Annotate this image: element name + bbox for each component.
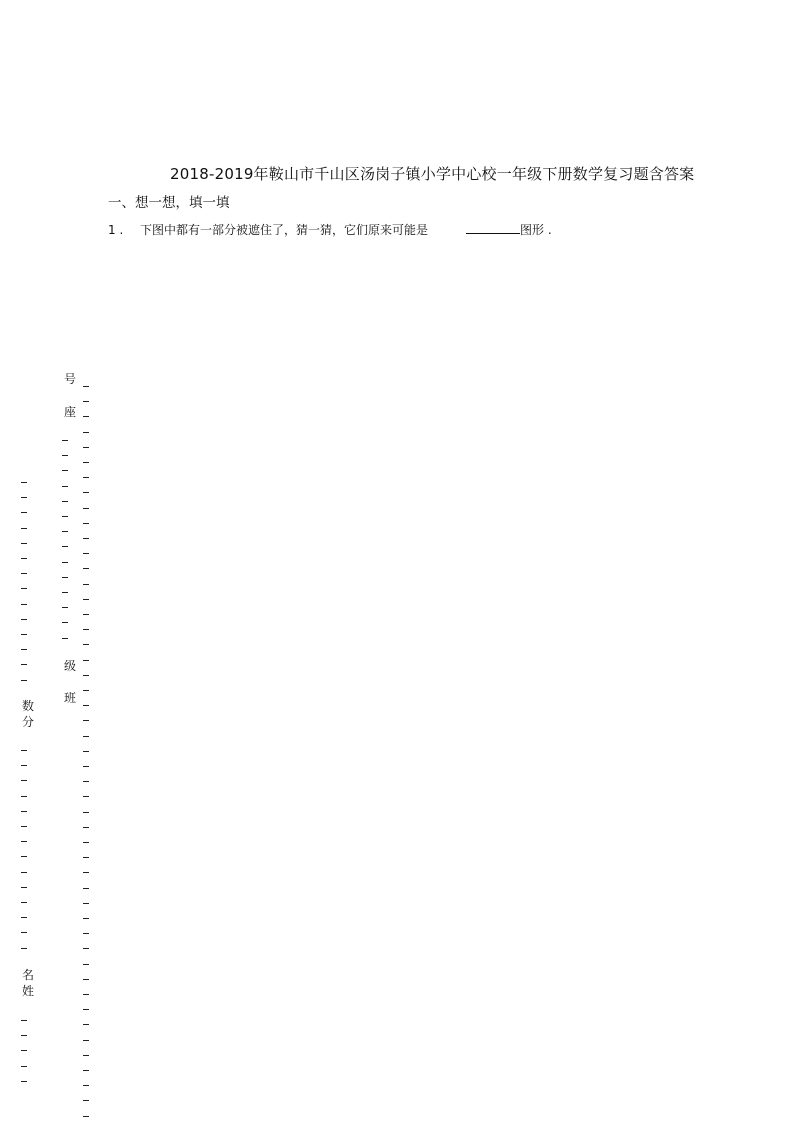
cut-line-dash xyxy=(83,660,89,661)
cut-line-dash xyxy=(62,486,68,487)
cut-line-dash xyxy=(83,447,89,448)
label-class-2: 班 xyxy=(63,691,76,705)
cut-line-dash xyxy=(83,508,89,509)
cut-line-dash xyxy=(83,857,89,858)
cut-line-dash xyxy=(21,1020,27,1021)
cut-line-dash xyxy=(62,531,68,532)
cut-line-dash xyxy=(21,750,27,751)
dash-line-left xyxy=(21,0,27,1124)
cut-line-dash xyxy=(83,523,89,524)
cut-line-dash xyxy=(62,622,68,623)
label-name-1: 名 xyxy=(21,968,34,982)
cut-line-dash xyxy=(62,501,68,502)
cut-line-dash xyxy=(21,811,27,812)
cut-line-dash xyxy=(21,841,27,842)
cut-line-dash xyxy=(21,796,27,797)
label-score-2: 分 xyxy=(21,715,34,729)
cut-line-dash xyxy=(83,553,89,554)
cut-line-dash xyxy=(21,872,27,873)
cut-line-dash xyxy=(83,751,89,752)
label-seat-number-1: 号 xyxy=(63,372,76,386)
cut-line-dash xyxy=(83,462,89,463)
cut-line-dash xyxy=(62,516,68,517)
cut-line-dash xyxy=(21,680,27,681)
cut-line-dash xyxy=(21,573,27,574)
cut-line-dash xyxy=(83,629,89,630)
cut-line-dash xyxy=(21,856,27,857)
cut-line-dash xyxy=(62,607,68,608)
cut-line-dash xyxy=(83,432,89,433)
cut-line-dash xyxy=(21,604,27,605)
cut-line-dash xyxy=(21,932,27,933)
question-text: 下图中都有一部分被遮住了，猜一猜，它们原来可能是 xyxy=(140,223,429,237)
cut-line-dash xyxy=(83,918,89,919)
cut-line-dash xyxy=(83,1055,89,1056)
cut-line-dash xyxy=(21,765,27,766)
cut-line-dash xyxy=(83,1009,89,1010)
cut-line-dash xyxy=(83,781,89,782)
cut-line-dash xyxy=(83,599,89,600)
cut-line-dash xyxy=(21,780,27,781)
label-seat-number-2: 座 xyxy=(63,405,76,419)
cut-line-dash xyxy=(83,872,89,873)
cut-line-dash xyxy=(21,558,27,559)
cut-line-dash xyxy=(83,796,89,797)
cut-line-dash xyxy=(21,649,27,650)
cut-line-dash xyxy=(21,826,27,827)
cut-line-dash xyxy=(21,1081,27,1082)
cut-line-dash xyxy=(83,827,89,828)
cut-line-dash xyxy=(83,538,89,539)
cut-line-dash xyxy=(21,543,27,544)
cut-line-dash xyxy=(83,386,89,387)
question-1 xyxy=(108,221,552,238)
cut-line-dash xyxy=(83,1024,89,1025)
cut-line-dash xyxy=(83,933,89,934)
cut-line-dash xyxy=(83,736,89,737)
cut-line-dash xyxy=(62,546,68,547)
cut-line-dash xyxy=(21,482,27,483)
cut-line-dash xyxy=(83,1100,89,1101)
question-number: 1 . xyxy=(108,223,124,237)
section-heading: 一、想一想，填一填 xyxy=(108,195,230,211)
cut-line-dash xyxy=(21,512,27,513)
cut-line-dash xyxy=(21,528,27,529)
cut-line-dash xyxy=(83,675,89,676)
cut-line-dash xyxy=(83,401,89,402)
cut-line-dash xyxy=(21,619,27,620)
cut-line-dash xyxy=(83,888,89,889)
cut-line-dash xyxy=(83,903,89,904)
dash-line-right xyxy=(83,0,89,1124)
cut-line-dash xyxy=(83,584,89,585)
cut-line-dash xyxy=(83,492,89,493)
exam-title: 2018-2019年鞍山市千山区汤岗子镇小学中心校一年级下册数学复习题含答案 xyxy=(170,165,695,183)
cut-line-dash xyxy=(83,812,89,813)
cut-line-dash xyxy=(83,1040,89,1041)
cut-line-dash xyxy=(83,416,89,417)
cut-line-dash xyxy=(62,577,68,578)
label-class-1: 级 xyxy=(63,659,76,673)
cut-line-dash xyxy=(21,634,27,635)
cut-line-dash xyxy=(21,902,27,903)
cut-line-dash xyxy=(62,638,68,639)
cut-line-dash xyxy=(21,1050,27,1051)
cut-line-dash xyxy=(83,1070,89,1071)
cut-line-dash xyxy=(83,842,89,843)
cut-line-dash xyxy=(83,644,89,645)
cut-line-dash xyxy=(83,964,89,965)
cut-line-dash xyxy=(83,690,89,691)
cut-line-dash xyxy=(83,720,89,721)
cut-line-dash xyxy=(62,470,68,471)
cut-line-dash xyxy=(83,614,89,615)
cut-line-dash xyxy=(83,568,89,569)
cut-line-dash xyxy=(21,917,27,918)
cut-line-dash xyxy=(83,948,89,949)
label-score-1: 数 xyxy=(21,699,34,713)
cut-line-dash xyxy=(62,592,68,593)
cut-line-dash xyxy=(21,588,27,589)
cut-line-dash xyxy=(21,497,27,498)
question-tail: 图形 . xyxy=(520,223,552,237)
cut-line-dash xyxy=(83,477,89,478)
cut-line-dash xyxy=(83,979,89,980)
cut-line-dash xyxy=(83,1116,89,1117)
cut-line-dash xyxy=(83,705,89,706)
cut-line-dash xyxy=(62,440,68,441)
cut-line-dash xyxy=(83,994,89,995)
cut-line-dash xyxy=(62,562,68,563)
cut-line-dash xyxy=(21,1035,27,1036)
cut-line-dash xyxy=(83,1085,89,1086)
cut-line-dash xyxy=(21,948,27,949)
dash-line-middle xyxy=(62,0,68,1124)
cut-line-dash xyxy=(62,455,68,456)
cut-line-dash xyxy=(83,766,89,767)
cut-line-dash xyxy=(21,664,27,665)
label-name-2: 姓 xyxy=(21,984,34,998)
answer-blank[interactable] xyxy=(466,221,520,234)
cut-line-dash xyxy=(21,887,27,888)
cut-line-dash xyxy=(21,1066,27,1067)
